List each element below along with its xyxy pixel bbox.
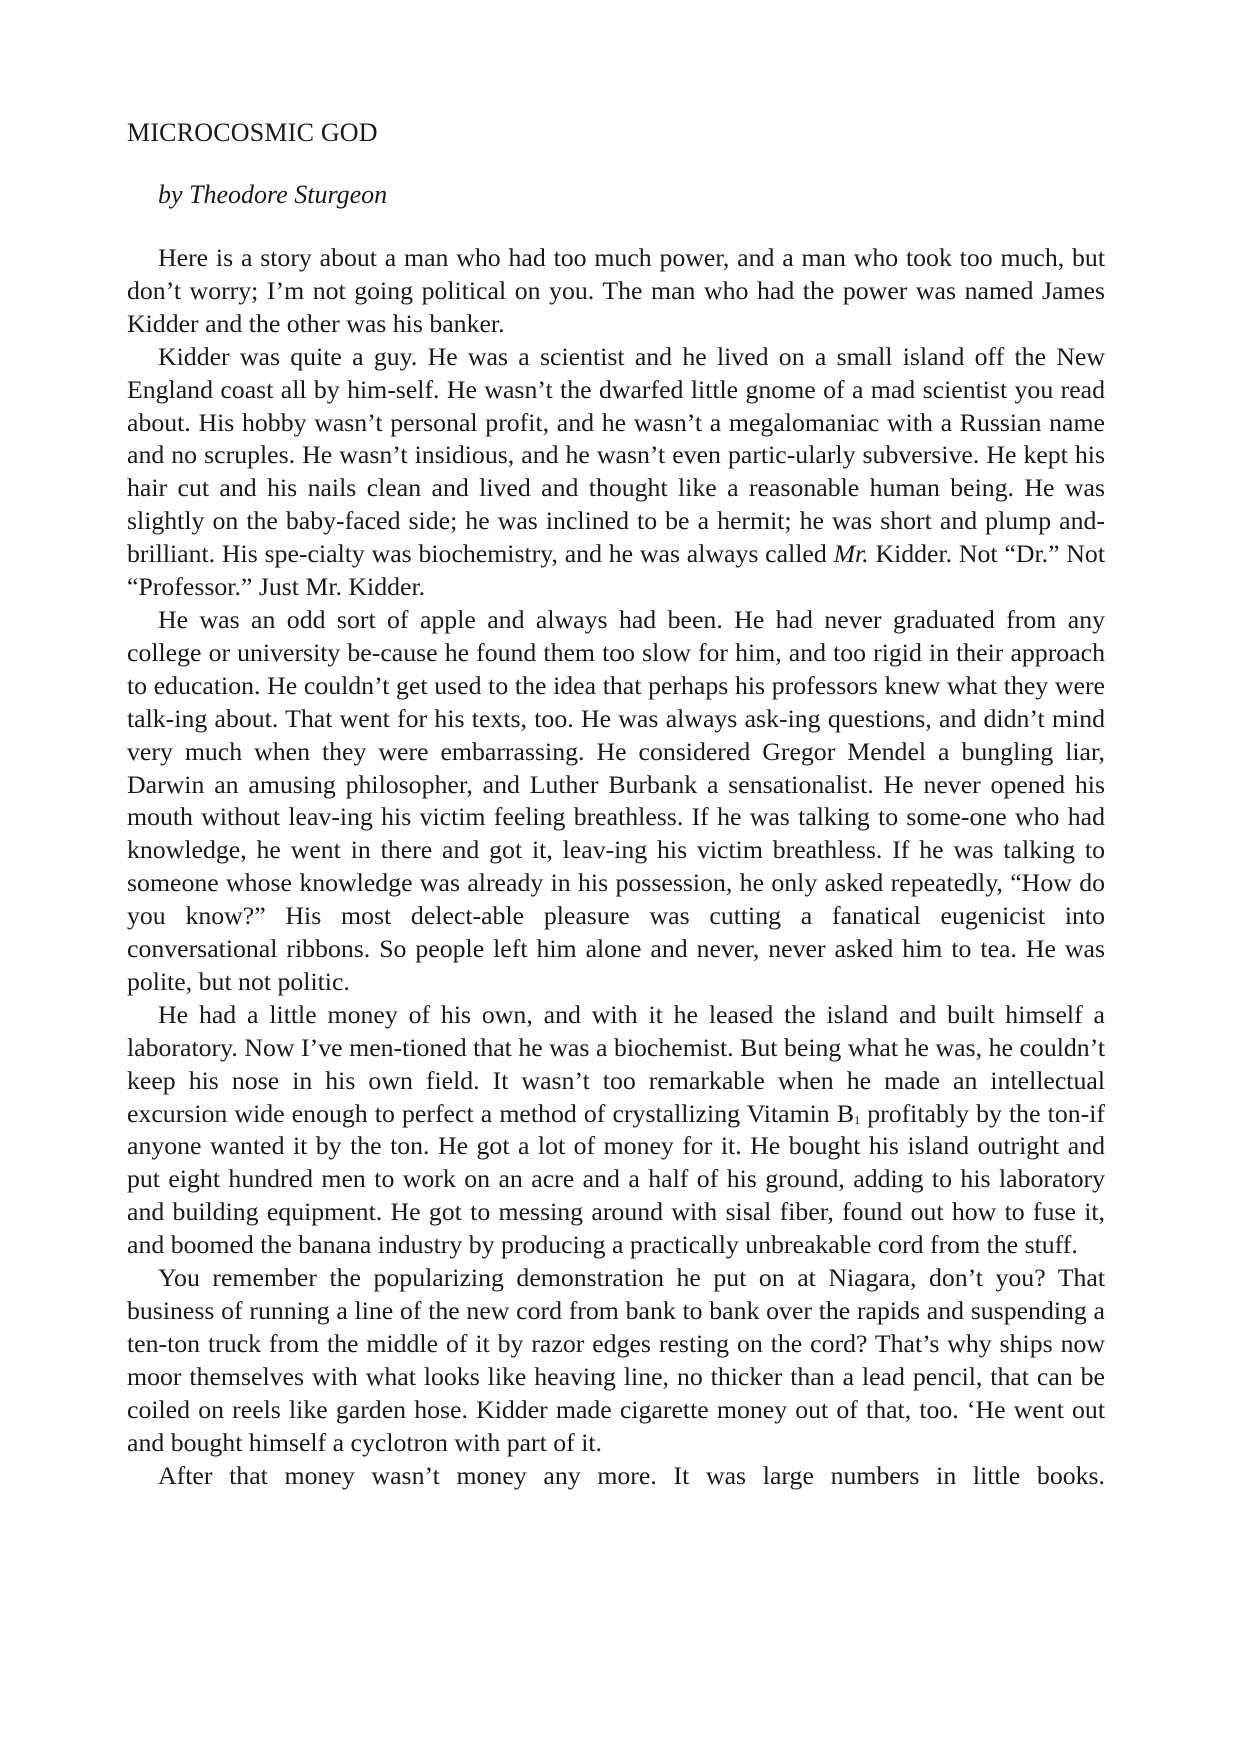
paragraph-text: Here is a story about a man who had too much power, and a man who took too much, but don’t worry; I’m not going political on you. The man who had the power was named James Kidder and the other was his banker. bbox=[127, 243, 1105, 338]
document-page bbox=[127, 118, 1105, 1492]
paragraph-text: profitably by the ton-if anyone wanted it by the ton. He got a lot of money for it. He bought his island outright and put eight hundred men to work on an acre and a half of his ground, adding to his laboratory and building equipment. He got to messing around with sisal fiber, found out how to fuse it, and boomed the banana industry by producing a practically unbreakable cord from the stuff. bbox=[127, 1098, 1105, 1260]
paragraph-text: After that money wasn’t money any more. It was large numbers in little books. bbox=[158, 1460, 1105, 1490]
subscript: 1 bbox=[854, 1112, 861, 1127]
paragraph bbox=[127, 1262, 1105, 1459]
paragraph-text: He had a little money of his own, and with it he leased the island and built himself a laboratory. Now I’ve men-tioned that he was a biochemist. But being what he was, he couldn’t keep his nose in his own field. It wasn’t too remarkable when he made an intellectual excursion wide enough to perfect a method of crystallizing Vitamin B bbox=[127, 999, 1105, 1128]
paragraph-text: Kidder. Not “Dr.” Not “Professor.” Just Mr. Kidder. bbox=[127, 539, 1106, 602]
story-body bbox=[127, 242, 1105, 1492]
paragraph-text: You remember the popularizing demonstration he put on at Niagara, don’t you? That business of running a line of the new cord from bank to bank over the rapids and suspending a ten-ton truck from the middle of it by razor edges resting on the cord? That’s why ships now moor themselves with what looks like heaving line, no thicker than a lead pencil, that can be coiled on reels like garden hose. Kidder made cigarette money out of that, too. ‘He went out and bought himself a cyclotron with part of it. bbox=[127, 1263, 1105, 1457]
paragraph bbox=[127, 341, 1105, 604]
paragraph bbox=[127, 1460, 1105, 1493]
story-byline: by Theodore Sturgeon bbox=[158, 180, 388, 209]
paragraph bbox=[127, 999, 1105, 1262]
emphasis-text: Mr. bbox=[833, 539, 869, 569]
paragraph bbox=[127, 242, 1105, 341]
story-title: MICROCOSMIC GOD bbox=[127, 118, 378, 147]
paragraph-text: He was an odd sort of apple and always had been. He had never graduated from any college or university be-cause he found them too slow for him, and too rigid in their approach to education. He couldn’t get used to the idea that perhaps his professors knew what they were talk-ing about. That went for his texts, too. He was always ask-ing questions, and didn’t mind very much when they were embarrassing. He considered Gregor Mendel a bungling liar, Darwin an amusing philosopher, and Luther Burbank a sensationalist. He never opened his mouth without leav-ing his victim feeling breathless. If he was talking to some-one who had knowledge, he went in there and got it, leav-ing his victim breathless. If he was talking to someone whose knowledge was already in his possession, he only asked repeatedly, “How do you know?” His most delect-able pleasure was cutting a fanatical eugenicist into conversational ribbons. So people left him alone and never, never asked him to tea. He was polite, but not politic. bbox=[127, 604, 1105, 996]
paragraph-text: Kidder was quite a guy. He was a scientist and he lived on a small island off the New England coast all by him-self. He wasn’t the dwarfed little gnome of a mad scientist you read about. His hobby wasn’t personal profit, and he wasn’t a megalomaniac with a Russian name and no scruples. He wasn’t insidious, and he wasn’t even partic-ularly subversive. He kept his hair cut and his nails clean and lived and thought like a reasonable human being. He was slightly on the baby-faced side; he was inclined to be a hermit; he was short and plump and-brilliant. His spe-cialty was biochemistry, and he was always called bbox=[127, 341, 1105, 569]
paragraph bbox=[127, 604, 1105, 999]
